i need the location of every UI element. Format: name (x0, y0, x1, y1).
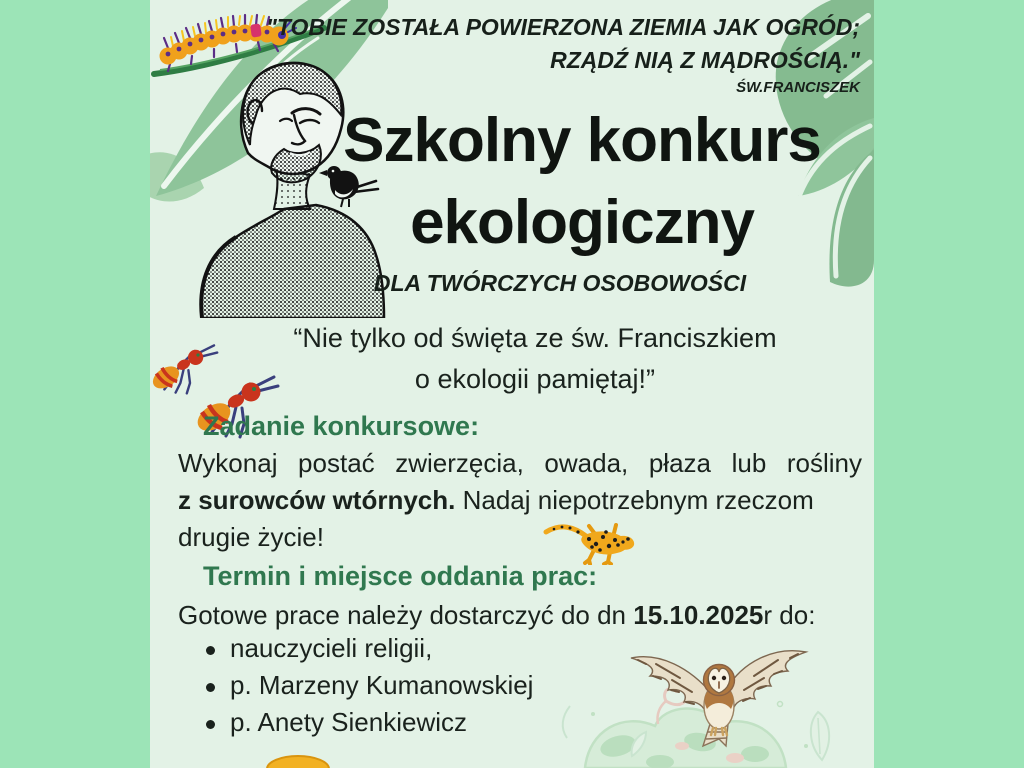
recipient-label: p. Marzeny Kumanowskiej (230, 670, 534, 700)
recipient-label: p. Anety Sienkiewicz (230, 707, 468, 737)
motto-line-2: o ekologii pamiętaj!” (414, 364, 656, 394)
right-border (874, 0, 1024, 768)
barn-owl-icon (626, 642, 811, 750)
title-line-2: ekologiczny (410, 188, 754, 257)
deadline-prefix: Gotowe prace należy dostarczyć do dn (178, 600, 634, 630)
motto-line-1: “Nie tylko od święta ze św. Franciszkiem (293, 323, 777, 353)
quote-line-1: "TOBIE ZOSTAŁA POWIERZONA ZIEMIA JAK OGRÓD; (266, 14, 860, 40)
task-body-after-bold: Nadaj niepotrzebnym rzeczom (455, 485, 814, 515)
bullet-icon (206, 720, 215, 729)
deadline-section-heading: Termin i miejsce oddania prac: (203, 561, 598, 591)
motto (225, 318, 845, 400)
subtitle: DLA TWÓRCZYCH OSOBOWOŚCI (373, 270, 747, 296)
task-section-heading: Zadanie konkursowe: (203, 411, 480, 441)
left-border (0, 0, 150, 768)
deadline-body (178, 597, 862, 633)
bullet-icon (206, 646, 215, 655)
bullet-icon (206, 683, 215, 692)
title-line-1: Szkolny konkurs (343, 106, 821, 175)
task-body-line-1: Wykonaj postać zwierzęcia, owada, płaza lub rośliny (178, 448, 862, 478)
deadline-date: 15.10.2025 (633, 600, 764, 630)
quote-line-2: RZĄDŹ NIĄ Z MĄDROŚCIĄ." (550, 47, 860, 73)
quote-attribution: ŚW.FRANCISZEK (736, 79, 860, 96)
recipient-list (206, 633, 533, 744)
task-body-bold: z surowców wtórnych. (178, 485, 456, 515)
saint-quote (266, 11, 860, 99)
list-item (206, 670, 533, 707)
list-item (206, 633, 533, 670)
task-body-line-3: drugie życie! (178, 522, 324, 552)
page-title (318, 100, 846, 264)
recipient-label: nauczycieli religii, (230, 633, 433, 663)
list-item (206, 707, 533, 744)
yellow-snail-icon (262, 753, 334, 768)
deadline-suffix: r do: (763, 600, 816, 630)
task-body-line-2 (178, 482, 862, 519)
task-section-body (178, 445, 862, 556)
